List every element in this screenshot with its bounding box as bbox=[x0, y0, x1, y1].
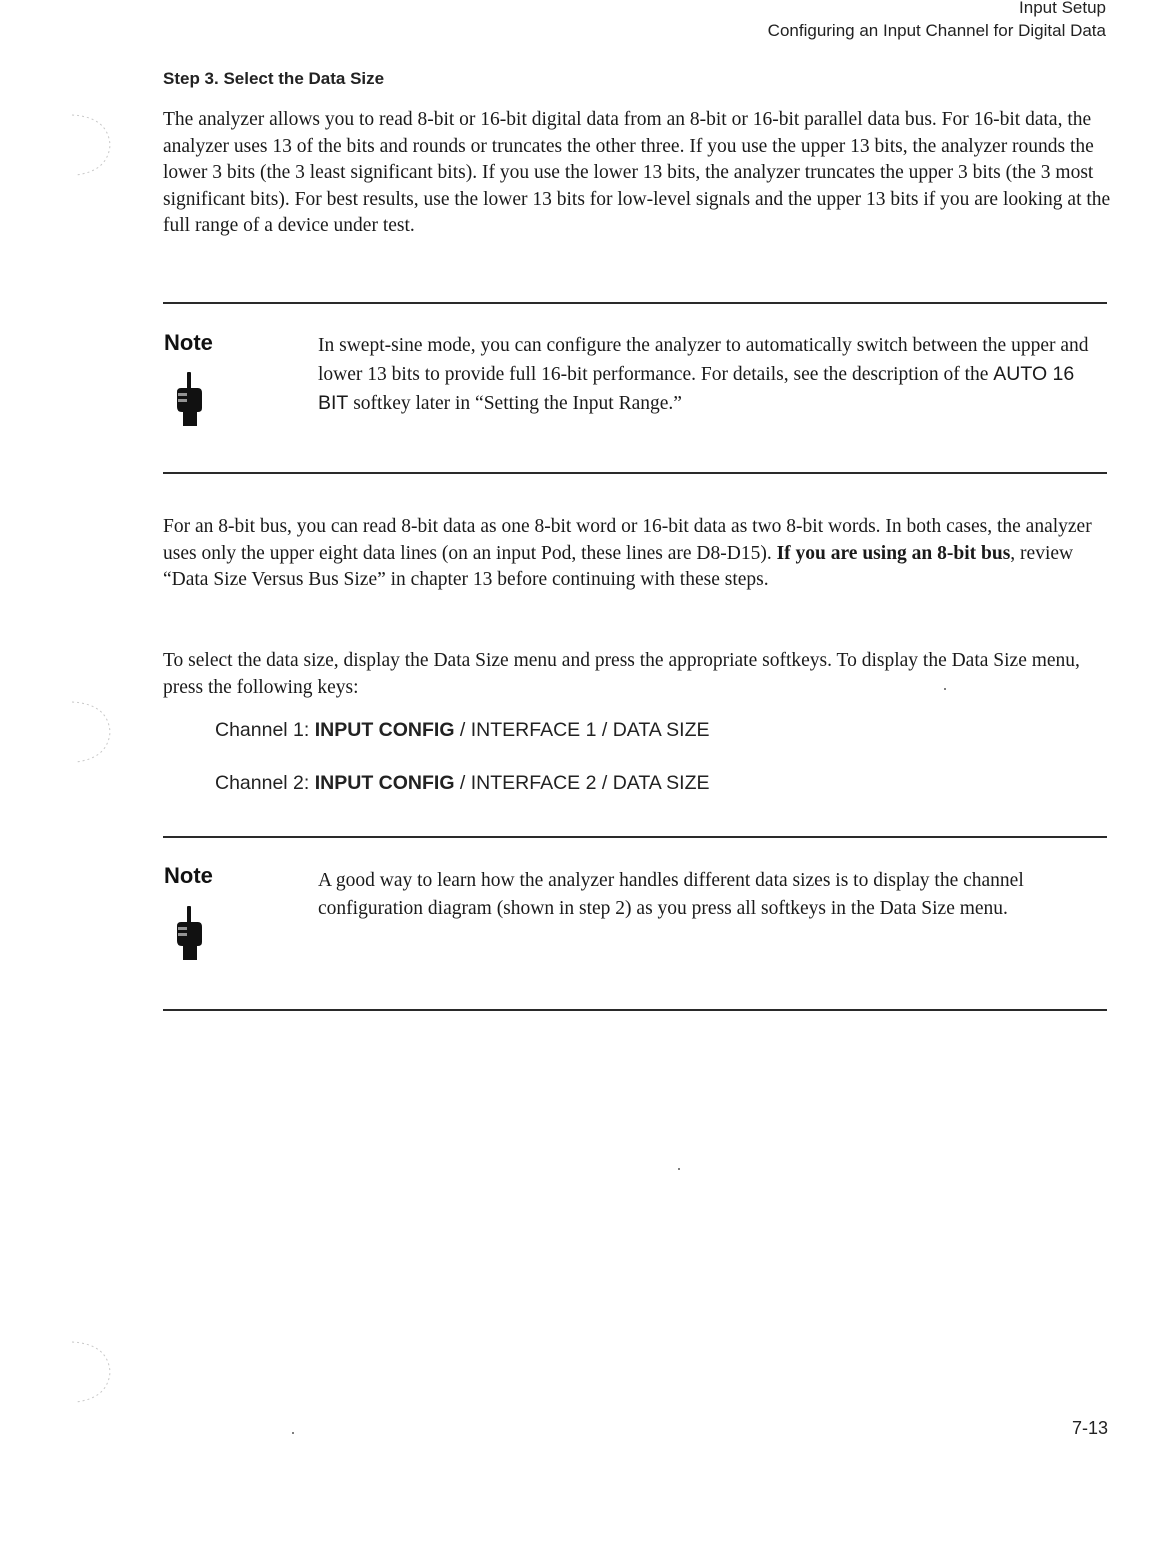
channel-label: Channel 1: bbox=[215, 719, 315, 741]
note2-text: A good way to learn how the analyzer handles different data sizes is to display the channel configuration diagram (shown in step 2) as you press all softkeys in the Data Size menu. bbox=[318, 870, 1024, 919]
bus-size-text-before: For an 8-bit bus, you can read 8-bit data as one 8-bit word or 16-bit data as two 8-bit words. In both cases, the analyzer uses only the upper eight data lines (on an input Pod, these lines are D8-D15). bbox=[163, 516, 1092, 564]
step-title: Step 3. Select the Data Size bbox=[163, 69, 385, 88]
note1-text bbox=[318, 332, 1108, 418]
bus-size-paragraph bbox=[163, 514, 1113, 594]
hardkey-input-config: INPUT CONFIG bbox=[314, 719, 455, 741]
page-number: 7-13 bbox=[1071, 1418, 1108, 1438]
select-size-paragraph: To select the data size, display the Data Size menu and press the appropriate softkeys. To display the Data Size menu, press the following keys: bbox=[163, 650, 1080, 698]
pointing-hand-icon bbox=[174, 904, 204, 962]
running-header bbox=[768, 0, 1106, 42]
softkey-path: / INTERFACE 2 / DATA SIZE bbox=[454, 772, 710, 794]
header-subsection: Configuring an Input Channel for Digital Data bbox=[767, 21, 1106, 40]
punch-hole-middle bbox=[62, 700, 114, 764]
punch-hole-top bbox=[62, 113, 114, 177]
note2-bottom-rule bbox=[163, 1009, 1107, 1011]
channel-label: Channel 2: bbox=[215, 772, 315, 794]
note1-text-before: In swept-sine mode, you can configure the analyzer to automatically switch between the upper and lower 13 bits to provide full 16-bit performance. For details, see the description of the bbox=[318, 335, 1089, 385]
scan-speck bbox=[678, 1168, 680, 1170]
note1-label: Note bbox=[164, 330, 213, 355]
note1-softkey: AUTO 16 BIT bbox=[318, 363, 1075, 414]
note1-top-rule bbox=[163, 302, 1107, 304]
scan-speck bbox=[944, 688, 946, 690]
note1-bottom-rule bbox=[163, 472, 1107, 474]
note2-top-rule bbox=[163, 836, 1107, 838]
punch-hole-bottom bbox=[62, 1340, 114, 1404]
key-sequence-channel2 bbox=[215, 772, 710, 795]
bus-size-text-after: , review “Data Size Versus Bus Size” in chapter 13 before continuing with these steps. bbox=[163, 542, 1074, 590]
softkey-path: / INTERFACE 1 / DATA SIZE bbox=[454, 719, 710, 741]
scan-speck bbox=[292, 1432, 294, 1434]
hardkey-input-config: INPUT CONFIG bbox=[314, 772, 455, 794]
intro-paragraph: The analyzer allows you to read 8-bit or 16-bit digital data from an 8-bit or 16-bit parallel data bus. For 16-bit data, the analyzer uses 13 of the bits and rounds or truncates the other three. If you use the upper 13 bits, the analyzer rounds the lower 3 bits (the 3 least significant bits). If you use the lower 13 bits, the analyzer truncates the upper 3 bits (the 3 most significant bits). For best results, use the lower 13 bits for low-level signals and the upper 13 bits if you are looking at the full range of a device under test. bbox=[163, 109, 1111, 236]
pointing-hand-icon bbox=[174, 370, 204, 428]
header-section: Input Setup bbox=[1019, 0, 1106, 17]
note1-text-after: softkey later in “Setting the Input Range.” bbox=[348, 393, 682, 414]
bus-size-bold: If you are using an 8-bit bus bbox=[776, 542, 1011, 564]
key-sequence-channel1 bbox=[215, 719, 710, 742]
note2-label: Note bbox=[164, 863, 213, 888]
